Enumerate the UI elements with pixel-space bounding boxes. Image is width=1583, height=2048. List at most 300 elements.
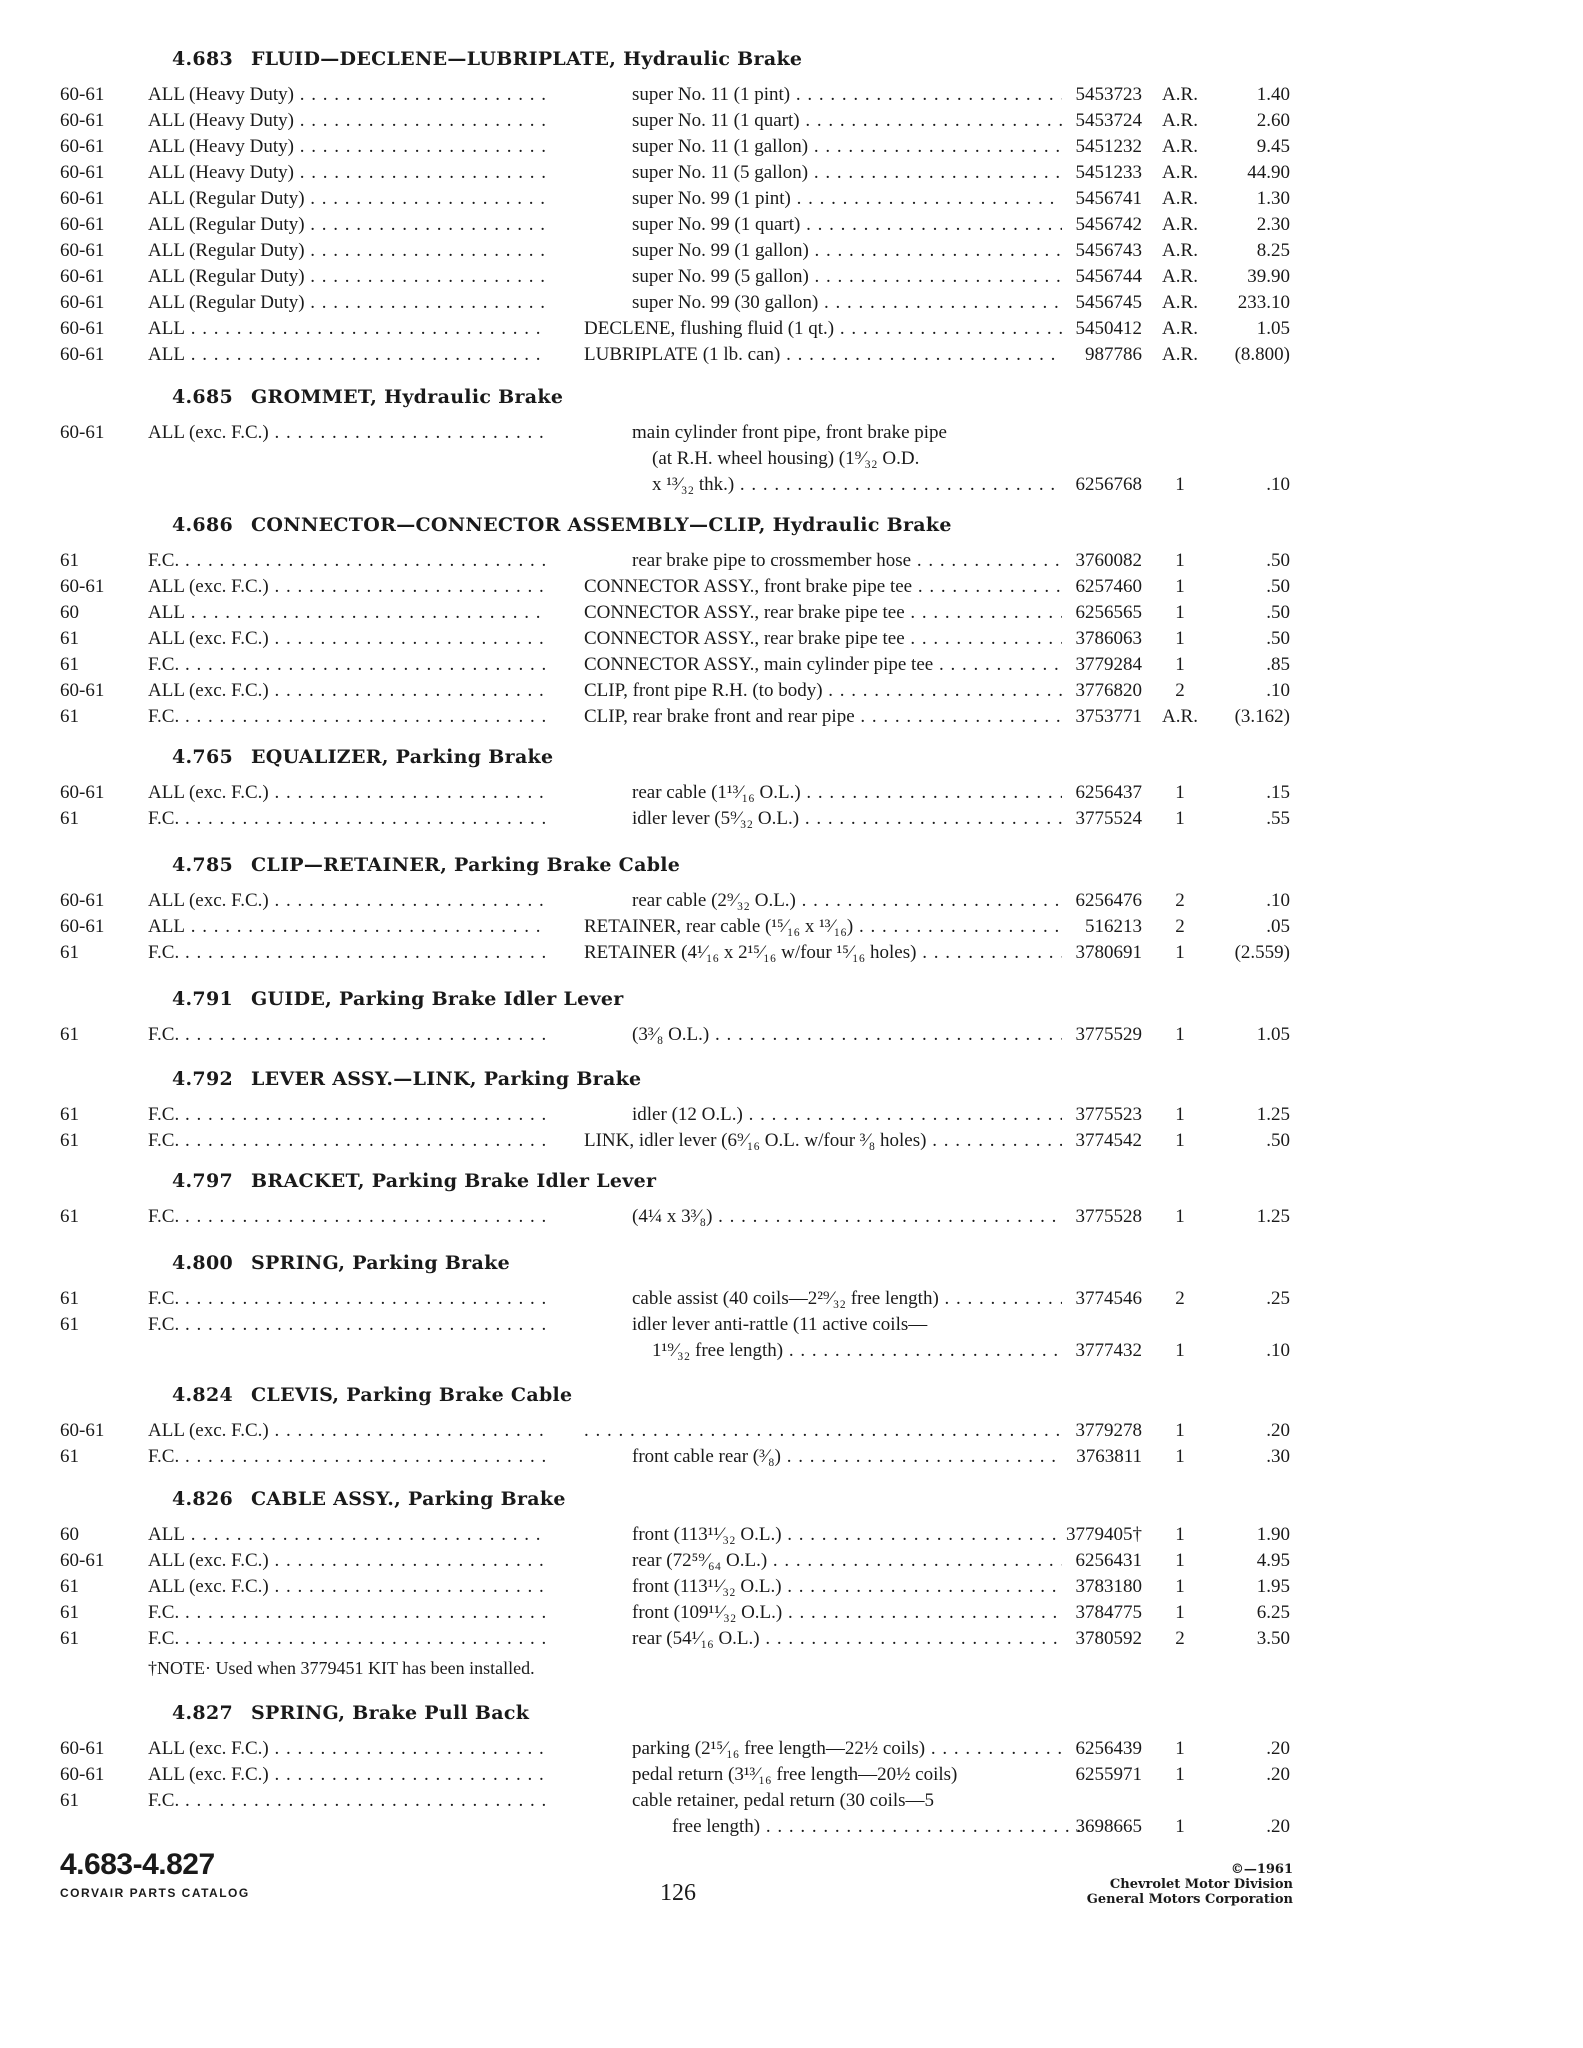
table-row [0,1418,1583,1444]
model-cell [148,1204,548,1230]
part-number-cell: 5456742 [1075,214,1142,235]
model-text: ALL (Heavy Duty) [148,110,294,131]
part-number-cell: 3775529 [1075,1024,1142,1045]
description-cell [632,548,1062,574]
table-row [0,420,1583,446]
description-cell [632,1102,1062,1128]
year-cell: 60-61 [60,782,105,803]
model-cell [148,704,548,730]
quantity-cell: 1 [1175,1524,1185,1545]
model-cell [148,940,548,966]
price-cell: .10 [1266,890,1290,911]
table-row [0,134,1583,160]
model-cell [148,1626,548,1652]
part-number-cell: 516213 [1085,916,1142,937]
price-cell: 6.25 [1256,1602,1290,1623]
part-number-cell: 6256768 [1075,474,1142,495]
table-row [0,652,1583,678]
section-number: 4.685 [172,386,233,408]
year-cell: 60-61 [60,680,105,701]
section-title: GUIDE, Parking Brake Idler Lever [251,988,624,1010]
quantity-cell: A.R. [1162,706,1198,727]
year-cell: 61 [60,1446,79,1467]
model-cell [148,888,548,914]
description-cell [632,1626,1062,1652]
section-title: EQUALIZER, Parking Brake [251,746,554,768]
description-cell [632,1736,1062,1762]
table-row [0,264,1583,290]
description-text: CLIP, rear brake front and rear pipe [584,706,855,727]
description-text: front cable rear (³⁄₈) [632,1446,781,1467]
section-number: 4.792 [172,1068,233,1090]
description-text: DECLENE, flushing fluid (1 qt.) [584,318,835,339]
footer-catalog-name: CORVAIR PARTS CATALOG [60,1886,250,1900]
model-cell [148,1600,548,1626]
part-number-cell: 5451232 [1075,136,1142,157]
model-text: ALL (exc. F.C.) [148,576,269,597]
price-cell: .10 [1266,680,1290,701]
quantity-cell: 1 [1175,602,1185,623]
description-cell [584,914,1062,940]
model-text: F.C. [148,1024,180,1045]
year-cell: 61 [60,1790,79,1811]
description-cell [632,264,1062,290]
quantity-cell: 2 [1175,890,1185,911]
model-cell [148,1788,548,1814]
description-text: rear brake pipe to crossmember hose [632,550,912,571]
year-cell: 61 [60,1024,79,1045]
model-cell [148,186,548,212]
quantity-cell: 1 [1175,1206,1185,1227]
model-cell [148,134,548,160]
section-title: FLUID—DECLENE—LUBRIPLATE, Hydraulic Brake [251,48,803,70]
footer-group-range: 4.683-4.827 [60,1848,215,1881]
section-heading [172,1068,641,1090]
price-cell: .20 [1266,1816,1290,1837]
model-text: ALL (exc. F.C.) [148,1576,269,1597]
description-text: pedal return (3¹³⁄₁₆ free length—20½ coils) [632,1764,958,1785]
description-cell [584,316,1062,342]
description-text: super No. 99 (5 gallon) [632,266,809,287]
table-row [0,1102,1583,1128]
year-cell: 60-61 [60,916,105,937]
description-cell [632,1548,1062,1574]
price-cell: 3.50 [1256,1628,1290,1649]
description-text: cable assist (40 coils—2²⁹⁄₃₂ free length) [632,1288,939,1309]
section-title: GROMMET, Hydraulic Brake [251,386,564,408]
price-cell: 2.30 [1256,214,1290,235]
year-cell: 61 [60,706,79,727]
price-cell: .15 [1266,782,1290,803]
part-number-cell: 3698665 [1075,1816,1142,1837]
quantity-cell: 1 [1175,1446,1185,1467]
description-cell [584,940,1062,966]
description-text: rear (72⁵⁹⁄₆₄ O.L.) [632,1550,768,1571]
year-cell: 60-61 [60,1550,105,1571]
year-cell: 60-61 [60,214,105,235]
quantity-cell: A.R. [1162,318,1198,339]
quantity-cell: 1 [1175,782,1185,803]
description-text: LUBRIPLATE (1 lb. can) [584,344,781,365]
section-heading [172,1384,572,1406]
price-cell: .10 [1266,474,1290,495]
model-cell [148,1022,548,1048]
model-cell [148,678,548,704]
table-row [0,1444,1583,1470]
description-cell [584,600,1062,626]
description-cell [584,574,1062,600]
part-number-cell: 5456743 [1075,240,1142,261]
year-cell: 60-61 [60,84,105,105]
model-cell [148,1102,548,1128]
model-text: ALL (exc. F.C.) [148,890,269,911]
price-cell: 1.05 [1256,318,1290,339]
model-text: ALL (exc. F.C.) [148,1764,269,1785]
description-text: super No. 11 (1 gallon) [632,136,809,157]
price-cell: .25 [1266,1288,1290,1309]
description-text: x ¹³⁄₃₂ thk.) [652,474,735,495]
model-cell [148,108,548,134]
table-row [0,290,1583,316]
part-number-cell: 6256437 [1075,782,1142,803]
table-row [0,1736,1583,1762]
table-row [0,1338,1583,1364]
model-cell [148,1522,548,1548]
model-text: F.C. [148,1446,180,1467]
price-cell: .55 [1266,808,1290,829]
part-number-cell: 6256476 [1075,890,1142,911]
division-name: Chevrolet Motor Division [1109,1877,1293,1892]
part-number-cell: 5456741 [1075,188,1142,209]
model-text: ALL [148,318,185,339]
description-text: CONNECTOR ASSY., rear brake pipe tee [584,628,905,649]
model-cell [148,238,548,264]
quantity-cell: 1 [1175,1340,1185,1361]
table-row [0,212,1583,238]
quantity-cell: 1 [1175,808,1185,829]
year-cell: 61 [60,1104,79,1125]
price-cell: 1.40 [1256,84,1290,105]
year-cell: 60-61 [60,292,105,313]
description-text: cable retainer, pedal return (30 coils—5 [632,1790,935,1811]
table-row [0,1600,1583,1626]
description-cell [584,652,1062,678]
description-cell [584,626,1062,652]
description-text: super No. 99 (1 pint) [632,188,791,209]
quantity-cell: A.R. [1162,214,1198,235]
description-text: (at R.H. wheel housing) (1⁹⁄₃₂ O.D. [652,448,920,469]
model-cell [148,1762,548,1788]
description-cell [632,108,1062,134]
quantity-cell: 1 [1175,576,1185,597]
price-cell: .10 [1266,1340,1290,1361]
section-heading [172,386,563,408]
model-text: F.C. [148,1314,180,1335]
table-row [0,574,1583,600]
model-text: F.C. [148,808,180,829]
model-text: ALL (Heavy Duty) [148,162,294,183]
section-title: BRACKET, Parking Brake Idler Lever [251,1170,657,1192]
table-row [0,1312,1583,1338]
part-number-cell: 3776820 [1075,680,1142,701]
table-row [0,1522,1583,1548]
section-heading [172,48,802,70]
description-text: (3³⁄₈ O.L.) [632,1024,710,1045]
quantity-cell: 1 [1175,550,1185,571]
year-cell: 61 [60,1602,79,1623]
section-title: SPRING, Parking Brake [251,1252,510,1274]
model-cell [148,1736,548,1762]
model-cell [148,264,548,290]
description-text: CONNECTOR ASSY., front brake pipe tee [584,576,913,597]
model-text: ALL (Regular Duty) [148,214,305,235]
description-text: front (109¹¹⁄₃₂ O.L.) [632,1602,783,1623]
description-cell [632,82,1062,108]
year-cell: 60-61 [60,188,105,209]
model-cell [148,212,548,238]
part-number-cell: 3760082 [1075,550,1142,571]
quantity-cell: 1 [1175,1420,1185,1441]
table-row [0,472,1583,498]
model-cell [148,82,548,108]
model-cell [148,1548,548,1574]
quantity-cell: 1 [1175,1602,1185,1623]
model-text: F.C. [148,1628,180,1649]
quantity-cell: 1 [1175,654,1185,675]
description-text: 1¹⁹⁄₃₂ free length) [652,1340,784,1361]
description-cell [632,134,1062,160]
price-cell: (3.162) [1234,706,1290,727]
model-cell [148,316,548,342]
price-cell: .05 [1266,916,1290,937]
section-heading [172,514,952,536]
price-cell: .50 [1266,576,1290,597]
year-cell: 60-61 [60,110,105,131]
price-cell: 1.90 [1256,1524,1290,1545]
table-row [0,940,1583,966]
description-text: RETAINER, rear cable (¹⁵⁄₁₆ x ¹³⁄₁₆) [584,916,854,937]
price-cell: 8.25 [1256,240,1290,261]
price-cell: 1.25 [1256,1206,1290,1227]
description-cell [632,780,1062,806]
model-text: ALL (exc. F.C.) [148,1550,269,1571]
model-text: ALL (exc. F.C.) [148,628,269,649]
year-cell: 60-61 [60,266,105,287]
description-cell [632,420,1062,446]
description-cell [632,290,1062,316]
year-cell: 60-61 [60,1764,105,1785]
description-cell [652,446,1062,472]
year-cell: 61 [60,628,79,649]
model-cell [148,548,548,574]
description-text: idler lever anti-rattle (11 active coils— [632,1314,928,1335]
description-cell [632,1022,1062,1048]
part-number-cell: 6255971 [1075,1764,1142,1785]
model-text: ALL [148,602,185,623]
section-heading [172,1702,529,1724]
year-cell: 60-61 [60,890,105,911]
footer-copyright [1087,1862,1293,1907]
section-title: CLIP—RETAINER, Parking Brake Cable [251,854,681,876]
model-cell [148,626,548,652]
section-title: CONNECTOR—CONNECTOR ASSEMBLY—CLIP, Hydraulic Brake [251,514,952,536]
section-number: 4.800 [172,1252,233,1274]
price-cell: (8.800) [1234,344,1290,365]
description-cell [584,342,1062,368]
description-text: free length) [672,1816,761,1837]
description-cell [584,1128,1062,1154]
model-text: F.C. [148,1130,180,1151]
year-cell: 61 [60,1288,79,1309]
quantity-cell: A.R. [1162,136,1198,157]
part-number-cell: 3774546 [1075,1288,1142,1309]
year-cell: 61 [60,942,79,963]
model-text: F.C. [148,1790,180,1811]
part-number-cell: 6256439 [1075,1738,1142,1759]
price-cell: .50 [1266,602,1290,623]
price-cell: 2.60 [1256,110,1290,131]
part-number-cell: 3775523 [1075,1104,1142,1125]
description-cell [632,1522,1062,1548]
description-cell [632,1574,1062,1600]
model-cell [148,1128,548,1154]
description-cell [584,704,1062,730]
model-cell [148,1444,548,1470]
description-text: CONNECTOR ASSY., rear brake pipe tee [584,602,905,623]
description-text: parking (2¹⁵⁄₁₆ free length—22½ coils) [632,1738,926,1759]
year-cell: 60-61 [60,422,105,443]
description-text: RETAINER (4¹⁄₁₆ x 2¹⁵⁄₁₆ w/four ¹⁵⁄₁₆ holes) [584,942,917,963]
part-number-cell: 3775524 [1075,808,1142,829]
table-row [0,238,1583,264]
section-number: 4.765 [172,746,233,768]
table-row [0,82,1583,108]
part-number-cell: 3783180 [1075,1576,1142,1597]
corporation-name: General Motors Corporation [1086,1892,1293,1907]
table-row [0,704,1583,730]
price-cell: .50 [1266,628,1290,649]
table-row [0,888,1583,914]
price-cell: .20 [1266,1764,1290,1785]
section-heading [172,1252,510,1274]
quantity-cell: 2 [1175,1288,1185,1309]
part-number-cell: 5456744 [1075,266,1142,287]
part-number-cell: 3780691 [1075,942,1142,963]
section-number: 4.826 [172,1488,233,1510]
model-cell [148,652,548,678]
table-row [0,316,1583,342]
description-text: super No. 99 (1 quart) [632,214,801,235]
description-cell [632,238,1062,264]
model-cell [148,342,548,368]
section-number: 4.785 [172,854,233,876]
year-cell: 61 [60,550,79,571]
model-text: ALL [148,1524,185,1545]
year-cell: 60-61 [60,1420,105,1441]
model-text: ALL (exc. F.C.) [148,1420,269,1441]
model-cell [148,600,548,626]
part-number-cell: 3779284 [1075,654,1142,675]
section-title: CABLE ASSY., Parking Brake [251,1488,566,1510]
part-number-cell: 3779405† [1066,1524,1142,1545]
section-number: 4.791 [172,988,233,1010]
table-row [0,1626,1583,1652]
section-heading [172,988,624,1010]
price-cell: 1.30 [1256,188,1290,209]
description-text: super No. 99 (30 gallon) [632,292,819,313]
part-number-cell: 5453723 [1075,84,1142,105]
table-row [0,548,1583,574]
quantity-cell: 1 [1175,1576,1185,1597]
quantity-cell: A.R. [1162,292,1198,313]
description-text: (4¼ x 3³⁄₈) [632,1206,713,1227]
description-text: super No. 11 (5 gallon) [632,162,809,183]
section-heading [172,1170,656,1192]
model-cell [148,1418,548,1444]
price-cell: 233.10 [1237,292,1290,313]
table-row [0,806,1583,832]
model-text: ALL [148,344,185,365]
description-cell [632,1312,1062,1338]
price-cell: (2.559) [1234,942,1290,963]
model-cell [148,420,548,446]
part-number-cell: 3786063 [1075,628,1142,649]
table-row [0,914,1583,940]
part-number-cell: 3775528 [1075,1206,1142,1227]
model-text: ALL (exc. F.C.) [148,422,269,443]
description-cell [652,472,1062,498]
section-title: LEVER ASSY.—LINK, Parking Brake [251,1068,642,1090]
description-cell [632,1600,1062,1626]
part-number-cell: 3784775 [1075,1602,1142,1623]
price-cell: 1.05 [1256,1024,1290,1045]
part-number-cell: 5453724 [1075,110,1142,131]
description-cell [632,806,1062,832]
year-cell: 60-61 [60,240,105,261]
description-cell [632,212,1062,238]
year-cell: 60-61 [60,136,105,157]
quantity-cell: 2 [1175,680,1185,701]
model-text: ALL (Regular Duty) [148,266,305,287]
price-cell: .20 [1266,1738,1290,1759]
part-number-cell: 987786 [1085,344,1142,365]
model-cell [148,574,548,600]
year-cell: 61 [60,808,79,829]
year-cell: 60 [60,1524,79,1545]
model-text: ALL (exc. F.C.) [148,1738,269,1759]
section-number: 4.686 [172,514,233,536]
price-cell: .85 [1266,654,1290,675]
model-text: ALL (Regular Duty) [148,188,305,209]
description-text: rear (54¹⁄₁₆ O.L.) [632,1628,760,1649]
model-cell [148,1312,548,1338]
quantity-cell: 1 [1175,942,1185,963]
table-row [0,186,1583,212]
part-number-cell: 6256565 [1075,602,1142,623]
quantity-cell: 1 [1175,1816,1185,1837]
model-text: ALL (Heavy Duty) [148,136,294,157]
quantity-cell: A.R. [1162,188,1198,209]
table-row [0,600,1583,626]
model-text: F.C. [148,1104,180,1125]
table-row [0,1814,1583,1840]
quantity-cell: A.R. [1162,162,1198,183]
model-text: ALL (Regular Duty) [148,240,305,261]
table-row [0,678,1583,704]
table-row [0,626,1583,652]
part-number-cell: 6256431 [1075,1550,1142,1571]
description-cell [584,1418,1062,1444]
